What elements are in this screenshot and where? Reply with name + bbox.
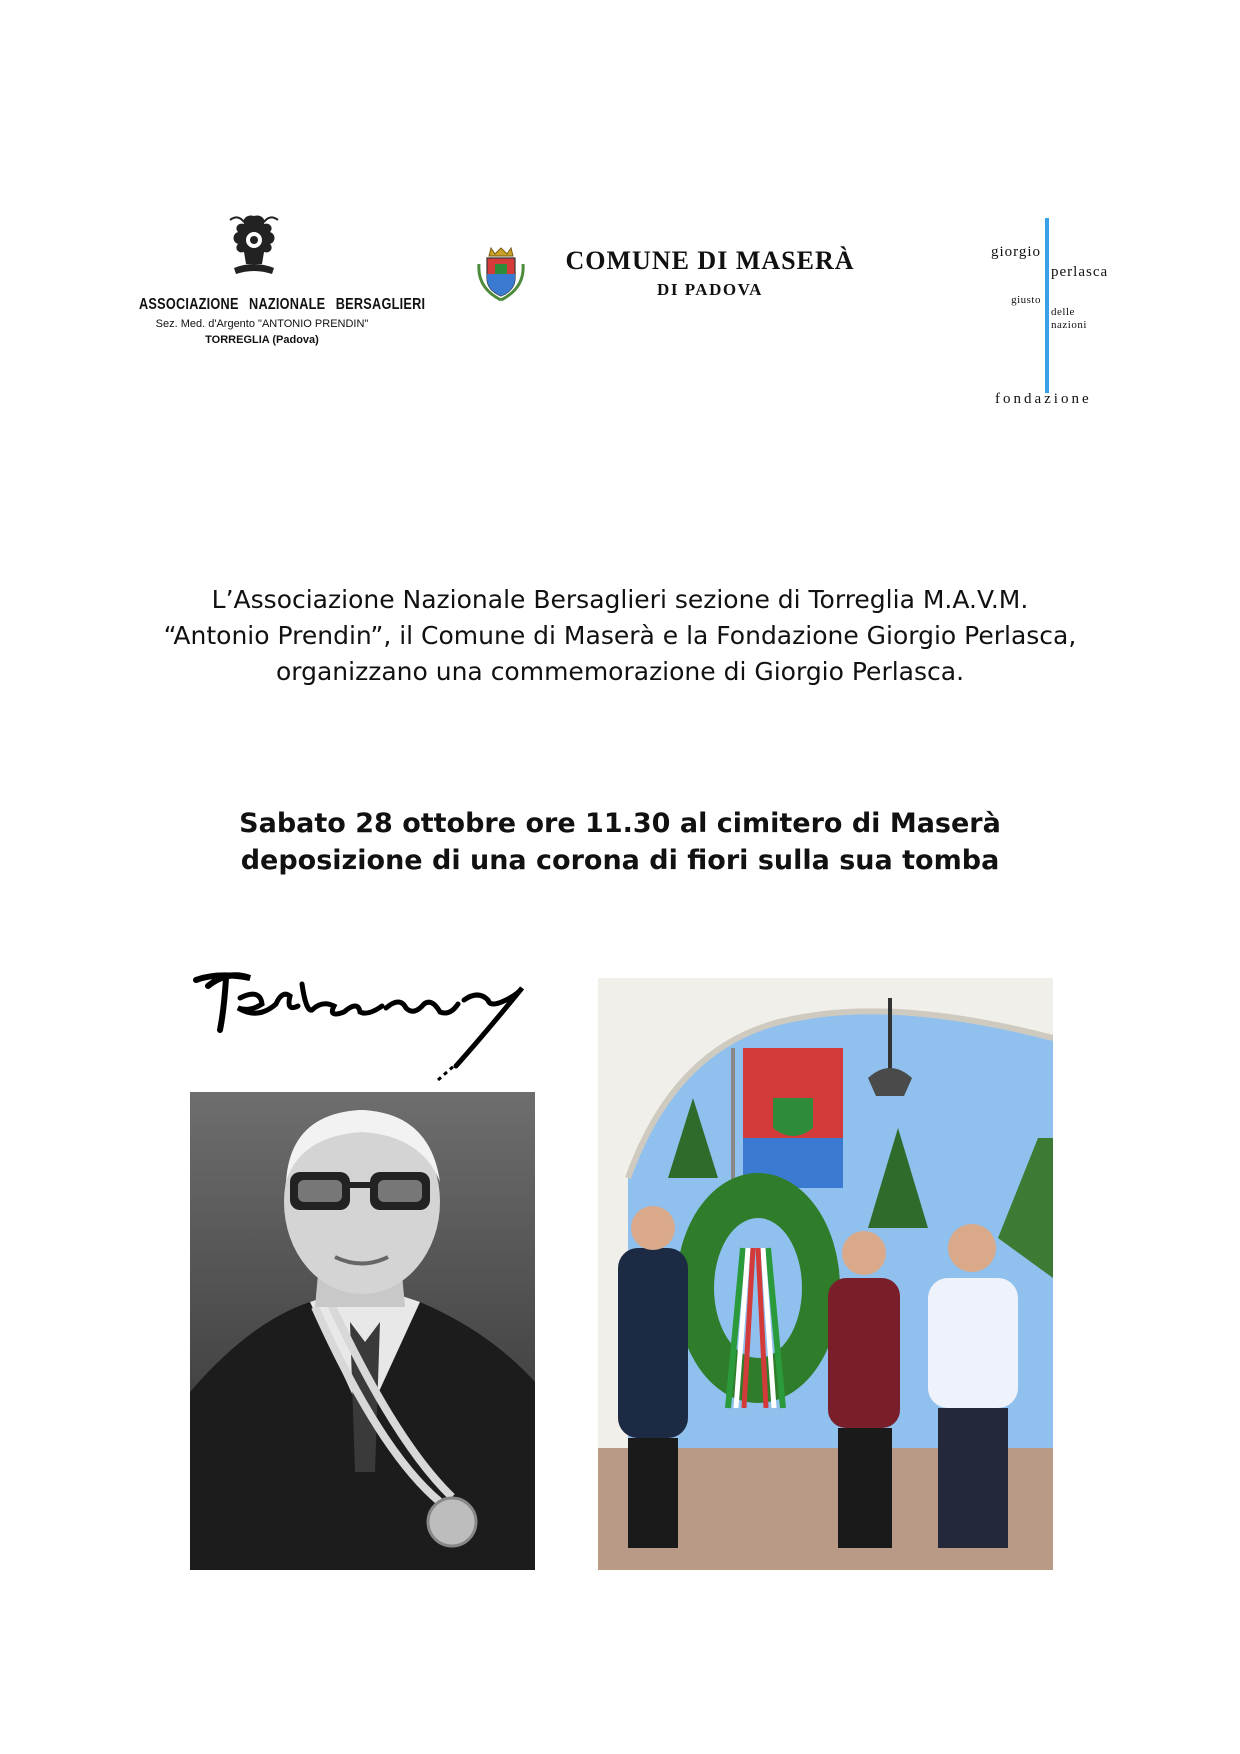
event-line-1: Sabato 28 ottobre ore 11.30 al cimitero di Maserà	[239, 808, 1001, 839]
comune-logo	[475, 240, 875, 310]
intro-line-3: organizzano una commemorazione di Giorgio Perlasca.	[275, 657, 965, 686]
logo-word-nazioni: nazioni	[1051, 319, 1087, 331]
anb-title: ASSOCIAZIONE NAZIONALE BERSAGLIERI	[139, 296, 426, 313]
intro-line-2: “Antonio Prendin”, il Comune di Maserà e la Fondazione Giorgio Perlasca,	[163, 621, 1077, 650]
anb-location: TORREGLIA (Padova)	[205, 334, 319, 346]
intro-paragraph	[0, 582, 1240, 690]
municipal-crest-icon	[475, 244, 527, 304]
anb-subtitle: Sez. Med. d'Argento "ANTONIO PRENDIN"	[155, 318, 369, 330]
comune-province: DI PADOVA	[657, 280, 763, 299]
logo-word-perlasca: perlasca	[1051, 264, 1109, 280]
event-announcement	[0, 805, 1240, 879]
wreath-ceremony-photo	[598, 978, 1053, 1570]
perlasca-signature	[188, 960, 538, 1090]
logo-word-giorgio: giorgio	[990, 244, 1041, 260]
comune-name: COMUNE DI MASERÀ	[565, 246, 855, 275]
perlasca-portrait-photo	[190, 1092, 535, 1570]
logo-word-fondazione: fondazione	[995, 391, 1092, 407]
intro-line-1: L’Associazione Nazionale Bersaglieri sezione di Torreglia M.A.V.M.	[211, 585, 1029, 614]
event-line-2: deposizione di una corona di fiori sulla sua tomba	[240, 845, 1000, 876]
logo-word-delle: delle	[1051, 306, 1075, 318]
bersaglieri-emblem-icon	[224, 212, 284, 282]
fondazione-perlasca-logo	[965, 218, 1135, 418]
logo-word-giusto: giusto	[1011, 294, 1041, 306]
logo-word-delle-nazioni	[1051, 306, 1087, 332]
anb-logo	[112, 212, 426, 362]
logo-divider-bar	[1045, 218, 1049, 393]
